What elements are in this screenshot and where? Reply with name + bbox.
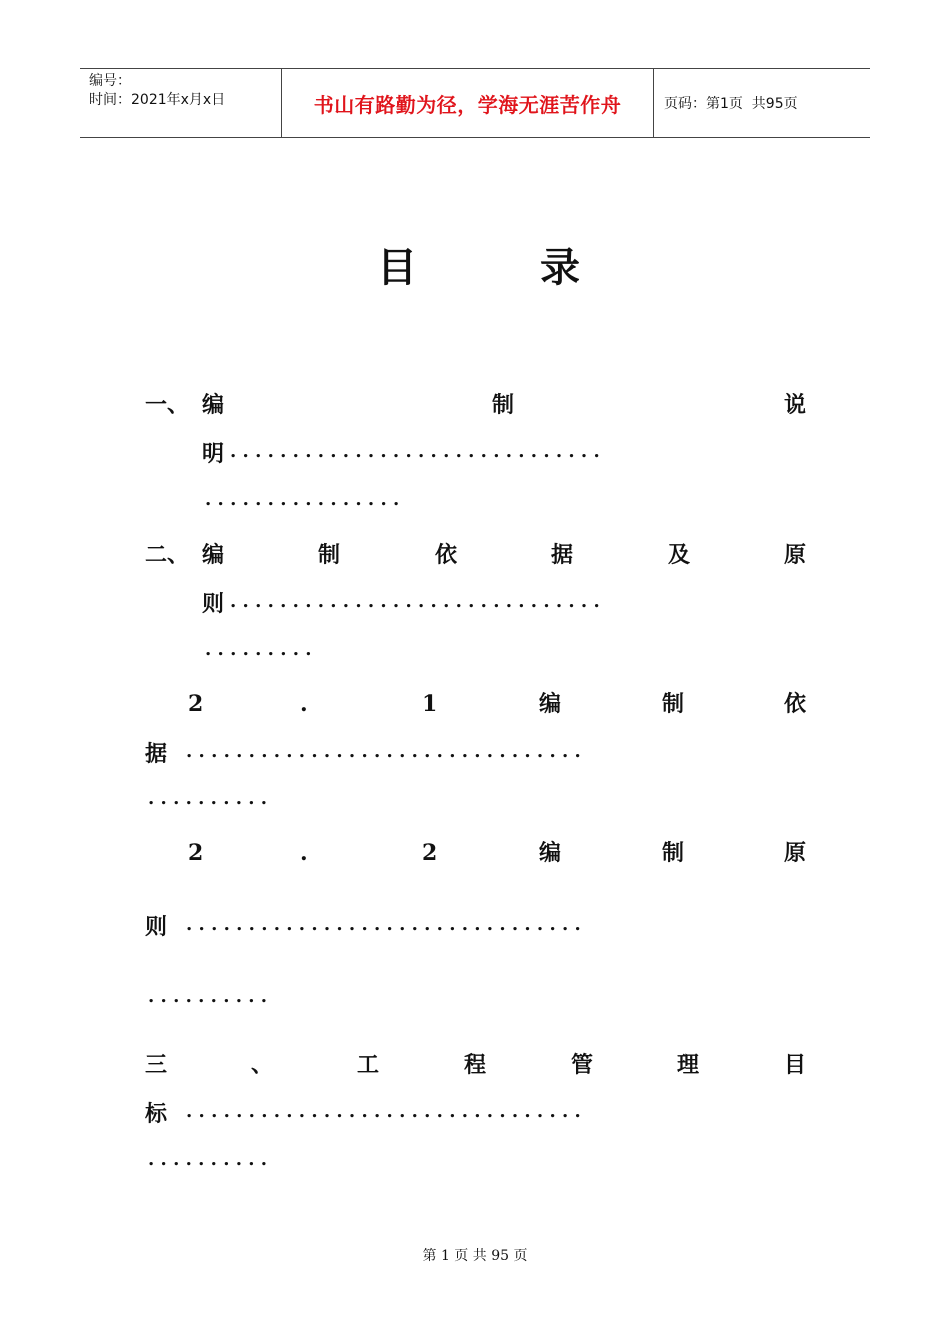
- toc-entry-2-2-line-2[interactable]: 则 . . . . . . . . . . . . . . . . . . . . . . . . . . . . . . . .: [0, 912, 950, 942]
- page-title: [0, 236, 950, 292]
- toc-leader: . . . . . . . . . . . . . . . .: [205, 489, 400, 510]
- toc-entry-1-number: 一、: [145, 392, 190, 418]
- doc-number-label: 编号：: [89, 73, 131, 89]
- doc-time-label: 时间：2021年x月x日: [89, 92, 226, 108]
- toc-entry-2-1-line-3: [0, 786, 950, 816]
- toc-entry-1-line-1[interactable]: 一、 编 制 说: [145, 392, 807, 418]
- toc-leader: . . . . . . . . . .: [148, 1149, 268, 1170]
- toc-leader: . . . . . . . . . .: [148, 788, 268, 809]
- page-header: [80, 68, 870, 138]
- toc-entry-2-number: 二、: [145, 542, 190, 568]
- toc-entry-2-line-2[interactable]: 则 . . . . . . . . . . . . . . . . . . . . . . . . . . . . . .: [0, 589, 950, 619]
- header-page-info: 页码：第1页 共95页: [664, 96, 798, 112]
- toc-entry-3-line-1[interactable]: 三 、 工 程 管 理 目: [145, 1052, 807, 1078]
- toc-entry-3-line-3: [0, 1147, 950, 1177]
- toc-leader: . . . . . . . . . .: [148, 986, 268, 1007]
- toc-entry-2-1-line-2[interactable]: 据 . . . . . . . . . . . . . . . . . . . . . . . . . . . . . . . .: [0, 739, 950, 769]
- toc-entry-1-line-2[interactable]: 明 . . . . . . . . . . . . . . . . . . . . . . . . . . . . . .: [0, 439, 950, 469]
- title-char-1: 目: [377, 245, 417, 291]
- toc-entry-2-line-1[interactable]: 二、 编 制 依 据 及 原: [145, 542, 807, 568]
- toc-leader: . . . . . . . . .: [205, 639, 312, 660]
- toc-entry-2-1-line-1[interactable]: 2 . 1 编 制 依: [188, 691, 807, 717]
- footer-page-number: 第 1 页 共 95 页: [422, 1248, 528, 1264]
- toc-leader: . . . . . . . . . . . . . . . . . . . . . . . . . . . . . .: [230, 591, 600, 612]
- toc-leader: . . . . . . . . . . . . . . . . . . . . . . . . . . . . . .: [230, 441, 600, 462]
- page-footer: [0, 1245, 950, 1265]
- toc-entry-2-line-3: [0, 637, 950, 667]
- toc-leader: . . . . . . . . . . . . . . . . . . . . . . . . . . . . . . . .: [186, 741, 581, 762]
- header-motto: 书山有路勤为径，学海无涯苦作舟: [282, 69, 654, 137]
- toc-leader: . . . . . . . . . . . . . . . . . . . . . . . . . . . . . . . .: [186, 914, 581, 935]
- header-meta: [80, 69, 282, 137]
- toc-entry-2-2-line-3: [0, 984, 950, 1014]
- title-char-2: 录: [540, 245, 580, 291]
- toc-entry-2-2-line-1[interactable]: 2 . 2 编 制 原: [188, 840, 807, 866]
- toc-entry-1-line-3: [0, 487, 950, 517]
- toc-entry-3-line-2[interactable]: 标 . . . . . . . . . . . . . . . . . . . . . . . . . . . . . . . .: [0, 1099, 950, 1129]
- toc-leader: . . . . . . . . . . . . . . . . . . . . . . . . . . . . . . . .: [186, 1101, 581, 1122]
